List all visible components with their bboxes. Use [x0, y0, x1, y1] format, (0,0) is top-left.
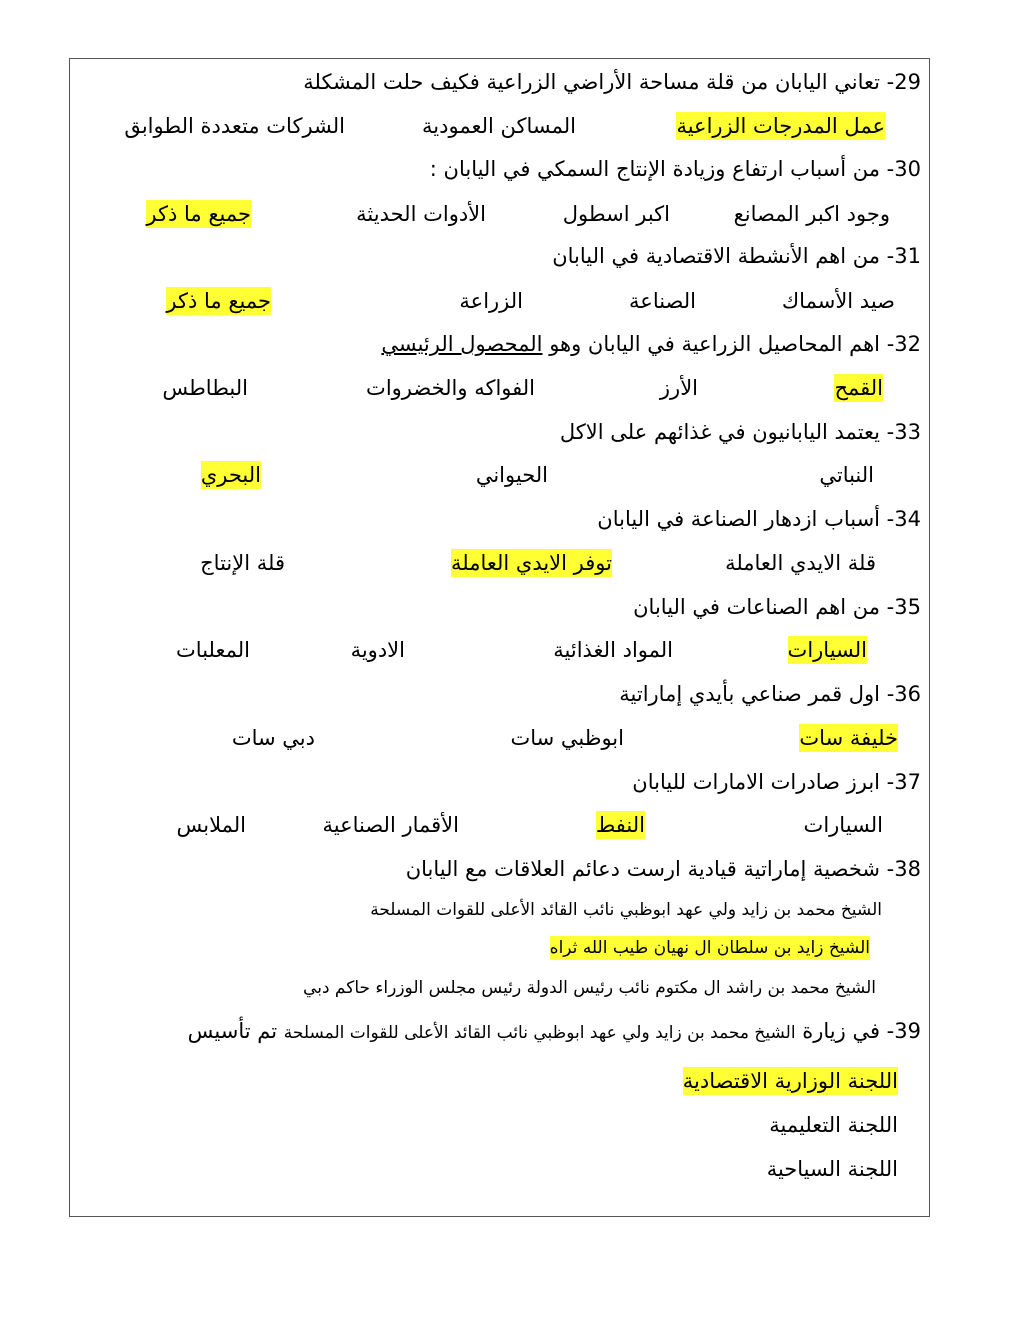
question-34: 34- أسباب ازدهار الصناعة في اليابان — [597, 507, 921, 531]
q36-option-3: دبي سات — [231, 726, 315, 750]
question-32-underlined: المحصول الرئيسي — [381, 332, 543, 356]
q30-option-1: وجود اكبر المصانع — [733, 202, 890, 226]
q33-option-1: النباتي — [819, 463, 874, 487]
question-39 — [188, 1017, 921, 1045]
question-38: 38- شخصية إماراتية قيادية ارست دعائم العلاقات مع اليابان — [405, 857, 921, 881]
q30-option-3: الأدوات الحديثة — [356, 202, 486, 226]
question-36: 36- اول قمر صناعي بأيدي إماراتية — [619, 682, 921, 706]
q36-option-1: خليفة سات — [799, 726, 898, 750]
q30-option-2: اكبر اسطول — [562, 202, 670, 226]
question-32-text: 32- اهم المحاصيل الزراعية في اليابان وهو — [542, 332, 921, 356]
q33-option-2: الحيواني — [475, 463, 548, 487]
question-31: 31- من اهم الأنشطة الاقتصادية في اليابان — [552, 244, 921, 268]
q34-option-3: قلة الإنتاج — [200, 551, 285, 575]
q37-option-1: السيارات — [803, 813, 883, 837]
question-39-prefix: 39- في زيارة — [795, 1019, 921, 1043]
q32-option-1: القمح — [834, 376, 883, 400]
q32-option-4: البطاطس — [162, 376, 248, 400]
q29-option-1: عمل المدرجات الزراعية — [676, 114, 885, 138]
question-30: 30- من أسباب ارتفاع وزيادة الإنتاج السمكي في اليابان : — [429, 157, 921, 181]
q38-option-2: الشيخ زايد بن سلطان ال نهيان طيب الله ثراه — [549, 938, 870, 958]
question-33: 33- يعتمد اليابانيون في غذائهم على الاكل — [559, 420, 921, 444]
question-29: 29- تعاني اليابان من قلة مساحة الأراضي الزراعية فكيف حلت المشكلة — [303, 70, 921, 94]
question-39-middle: الشيخ محمد بن زايد ولي عهد ابوظبي نائب القائد الأعلى للقوات المسلحة — [283, 1023, 796, 1043]
q35-option-1: السيارات — [787, 638, 867, 662]
q39-option-2: اللجنة التعليمية — [769, 1113, 898, 1137]
q37-option-2: النفط — [595, 813, 645, 837]
q29-option-2: المساكن العمودية — [422, 114, 576, 138]
q30-option-4: جميع ما ذكر — [146, 202, 251, 226]
q37-option-3: الأقمار الصناعية — [322, 813, 459, 837]
question-37: 37- ابرز صادرات الامارات لليابان — [632, 770, 921, 794]
q31-option-4: جميع ما ذكر — [166, 289, 271, 313]
q29-option-3: الشركات متعددة الطوابق — [124, 114, 345, 138]
q32-option-2: الأرز — [659, 376, 698, 400]
q34-option-1: قلة الايدي العاملة — [725, 551, 876, 575]
q35-option-4: المعلبات — [176, 638, 250, 662]
question-32 — [381, 330, 921, 358]
q39-option-1: اللجنة الوزارية الاقتصادية — [682, 1069, 898, 1093]
question-35: 35- من اهم الصناعات في اليابان — [633, 595, 921, 619]
q37-option-4: الملابس — [176, 813, 246, 837]
q34-option-2: توفر الايدي العاملة — [450, 551, 612, 575]
q38-option-1: الشيخ محمد بن زايد ولي عهد ابوظبي نائب القائد الأعلى للقوات المسلحة — [370, 900, 882, 920]
q35-option-3: الادوية — [350, 638, 405, 662]
q39-option-3: اللجنة السياحية — [766, 1157, 898, 1181]
q32-option-3: الفواكه والخضروات — [366, 376, 535, 400]
q31-option-2: الصناعة — [629, 289, 696, 313]
q36-option-2: ابوظبي سات — [510, 726, 624, 750]
question-39-suffix: تم تأسيس — [187, 1019, 284, 1043]
q35-option-2: المواد الغذائية — [553, 638, 673, 662]
q38-option-3: الشيخ محمد بن راشد ال مكتوم نائب رئيس الدولة رئيس مجلس الوزراء حاكم دبي — [303, 978, 876, 998]
q33-option-3: البحري — [200, 463, 261, 487]
q31-option-3: الزراعة — [459, 289, 523, 313]
q31-option-1: صيد الأسماك — [781, 289, 895, 313]
